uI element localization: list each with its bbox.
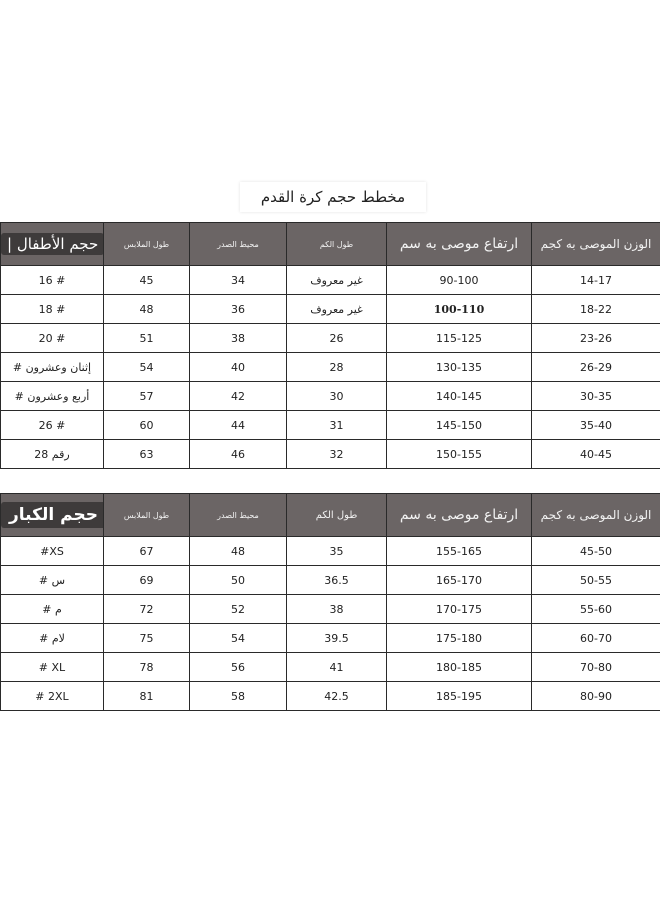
chest-cell: 40 — [190, 353, 287, 382]
kids-section-label: | حجم الأطفال — [1, 233, 104, 255]
size-cell: # م — [1, 595, 104, 624]
length-cell: 81 — [104, 682, 190, 711]
chest-cell: 38 — [190, 324, 287, 353]
height-cell: 185-195 — [387, 682, 532, 711]
size-cell: # إثنان وعشرون — [1, 353, 104, 382]
chest-cell: 34 — [190, 266, 287, 295]
sleeve-cell: 28 — [287, 353, 387, 382]
size-cell: # لام — [1, 624, 104, 653]
chest-cell: 52 — [190, 595, 287, 624]
length-cell: 69 — [104, 566, 190, 595]
table-row — [1, 653, 660, 682]
size-cell: # 2XL — [1, 682, 104, 711]
sleeve-cell: 26 — [287, 324, 387, 353]
length-cell: 63 — [104, 440, 190, 469]
size-cell: 20 # — [1, 324, 104, 353]
sleeve-cell: 39.5 — [287, 624, 387, 653]
length-cell: 67 — [104, 537, 190, 566]
kids-length-header: طول الملابس — [104, 223, 190, 266]
length-cell: 48 — [104, 295, 190, 324]
height-cell: 140-145 — [387, 382, 532, 411]
length-cell: 45 — [104, 266, 190, 295]
height-cell: 170-175 — [387, 595, 532, 624]
weight-cell: 23-26 — [532, 324, 660, 353]
weight-cell: 30-35 — [532, 382, 660, 411]
table-row — [1, 382, 660, 411]
size-cell: رقم 28 — [1, 440, 104, 469]
length-cell: 72 — [104, 595, 190, 624]
adults-sleeve-header: طول الكم — [287, 494, 387, 537]
weight-cell: 80-90 — [532, 682, 660, 711]
height-cell: 150-155 — [387, 440, 532, 469]
length-cell: 78 — [104, 653, 190, 682]
chest-cell: 44 — [190, 411, 287, 440]
sleeve-cell: 31 — [287, 411, 387, 440]
table-row — [1, 624, 660, 653]
chest-cell: 58 — [190, 682, 287, 711]
chest-cell: 46 — [190, 440, 287, 469]
size-cell: # XL — [1, 653, 104, 682]
height-cell: 90-100 — [387, 266, 532, 295]
table-row — [1, 324, 660, 353]
height-cell: 130-135 — [387, 353, 532, 382]
sleeve-cell: 32 — [287, 440, 387, 469]
adults-size-table — [0, 493, 660, 711]
length-cell: 57 — [104, 382, 190, 411]
height-cell: 100-110 — [387, 295, 532, 324]
weight-cell: 45-50 — [532, 537, 660, 566]
table-row — [1, 440, 660, 469]
length-cell: 60 — [104, 411, 190, 440]
table-row — [1, 537, 660, 566]
chest-cell: 50 — [190, 566, 287, 595]
height-cell: 155-165 — [387, 537, 532, 566]
length-cell: 75 — [104, 624, 190, 653]
weight-cell: 50-55 — [532, 566, 660, 595]
adults-section-label: حجم الكبار — [1, 502, 104, 528]
adults-length-header: طول الملابس — [104, 494, 190, 537]
table-row — [1, 595, 660, 624]
weight-cell: 26-29 — [532, 353, 660, 382]
weight-cell: 55-60 — [532, 595, 660, 624]
size-cell: #XS — [1, 537, 104, 566]
table-row — [1, 295, 660, 324]
length-cell: 54 — [104, 353, 190, 382]
weight-cell: 35-40 — [532, 411, 660, 440]
sleeve-cell: 38 — [287, 595, 387, 624]
adults-chest-header: محيط الصدر — [190, 494, 287, 537]
table-row — [1, 682, 660, 711]
adults-height-header: ارتفاع موصى به سم — [387, 494, 532, 537]
chest-cell: 42 — [190, 382, 287, 411]
sleeve-cell: غير معروف — [287, 295, 387, 324]
size-cell: 26 # — [1, 411, 104, 440]
table-row — [1, 266, 660, 295]
kids-height-header: ارتفاع موصى به سم — [387, 223, 532, 266]
kids-sleeve-header: طول الكم — [287, 223, 387, 266]
weight-cell: 14-17 — [532, 266, 660, 295]
sleeve-cell: غير معروف — [287, 266, 387, 295]
chest-cell: 48 — [190, 537, 287, 566]
table-row — [1, 411, 660, 440]
weight-cell: 60-70 — [532, 624, 660, 653]
chest-cell: 36 — [190, 295, 287, 324]
kids-chest-header: محيط الصدر — [190, 223, 287, 266]
sleeve-cell: 30 — [287, 382, 387, 411]
chest-cell: 56 — [190, 653, 287, 682]
height-cell: 175-180 — [387, 624, 532, 653]
kids-weight-header: الوزن الموصى به كجم — [532, 223, 660, 266]
adults-section-header — [1, 494, 104, 537]
weight-cell: 40-45 — [532, 440, 660, 469]
height-cell: 165-170 — [387, 566, 532, 595]
chest-cell: 54 — [190, 624, 287, 653]
sleeve-cell: 35 — [287, 537, 387, 566]
height-cell: 180-185 — [387, 653, 532, 682]
height-cell: 115-125 — [387, 324, 532, 353]
kids-header-row — [1, 223, 660, 266]
length-cell: 51 — [104, 324, 190, 353]
kids-section-header — [1, 223, 104, 266]
sleeve-cell: 36.5 — [287, 566, 387, 595]
chart-title: مخطط حجم كرة القدم — [240, 182, 426, 212]
size-cell: 16 # — [1, 266, 104, 295]
height-cell: 145-150 — [387, 411, 532, 440]
table-row — [1, 566, 660, 595]
adults-weight-header: الوزن الموصى به كجم — [532, 494, 660, 537]
weight-cell: 70-80 — [532, 653, 660, 682]
size-cell: 18 # — [1, 295, 104, 324]
sleeve-cell: 41 — [287, 653, 387, 682]
size-cell: # أربع وعشرون — [1, 382, 104, 411]
adults-header-row — [1, 494, 660, 537]
sleeve-cell: 42.5 — [287, 682, 387, 711]
size-cell: # س — [1, 566, 104, 595]
table-row — [1, 353, 660, 382]
kids-size-table — [0, 222, 660, 469]
weight-cell: 18-22 — [532, 295, 660, 324]
